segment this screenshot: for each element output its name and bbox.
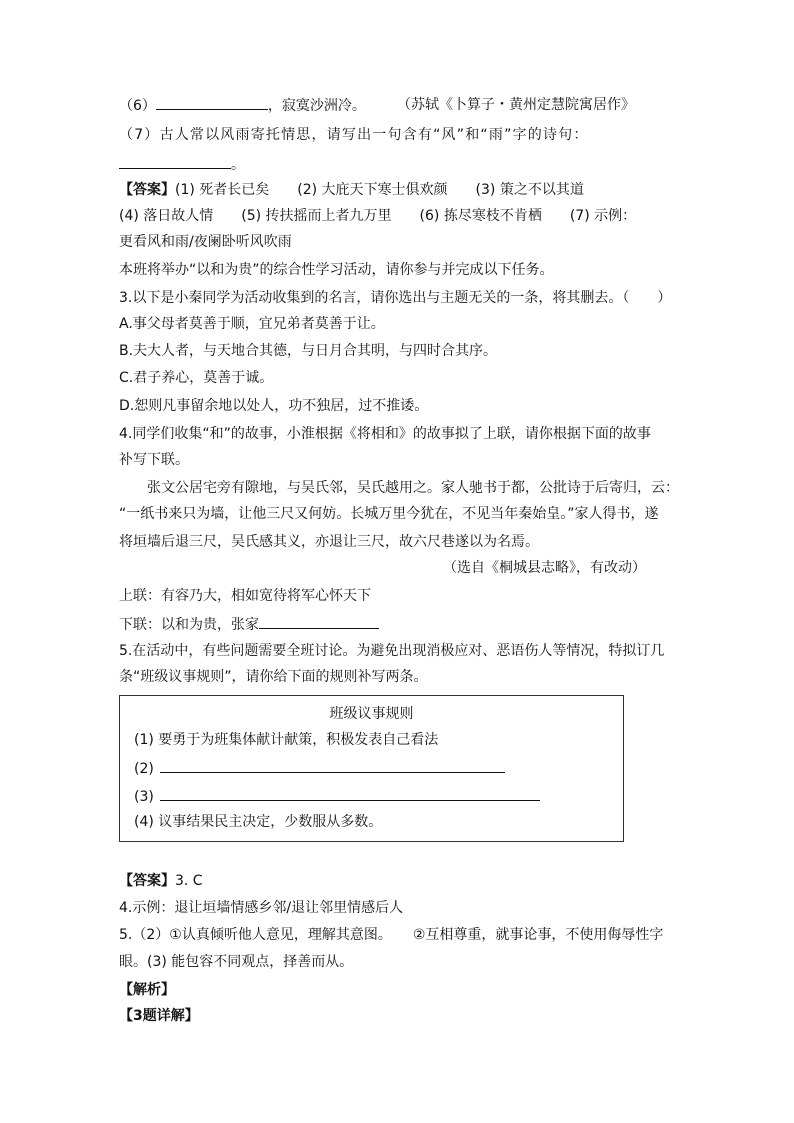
answer-1-line3: 更看风和雨/夜阑卧听风吹雨 (119, 234, 292, 250)
answer-blank (160, 786, 540, 801)
rule-4: (4) 议事结果民主决定，少数服从多数。 (134, 814, 383, 830)
question-7-blank-line: 。 (119, 154, 245, 175)
rule-3: (3) (134, 786, 540, 807)
story-line-3: 将垣墙后退三尺，吴氏感其义，亦退让三尺，故六尺巷遂以为名焉。 (119, 534, 539, 550)
answer-2-q4: 4.示例：退让垣墙情感乡邻/退让邻里情感后人 (119, 900, 404, 916)
question-5-stem-2: 条“班级议事规则”，请你给下面的规则补写两条。 (119, 669, 428, 685)
answer-blank (160, 758, 505, 773)
upper-couplet: 上联：有容乃大，相如宽待将军心怀天下 (119, 588, 371, 604)
question-6: （6） ，寂寞沙洲冷。 (119, 95, 366, 116)
question-7: （7）古人常以风雨寄托情思，请写出一句含有“风”和“雨”字的诗句： (119, 127, 589, 143)
story-line-2: “一纸书来只为墙，让他三尺又何妨。长城万里今犹在，不见当年秦始皇。”家人得书，遂 (119, 506, 659, 522)
option-d: D.恕则凡事留余地以处人，功不独居，过不推诿。 (119, 398, 429, 414)
rule-1: (1) 要勇于为班集体献计献策，积极发表自己看法 (134, 732, 439, 748)
rule-2: (2) (134, 758, 505, 779)
activity-intro: 本班将举办“以和为贵”的综合性学习活动，请你参与并完成以下任务。 (119, 262, 554, 278)
story-line-1: 张文公居宅旁有隙地，与吴氏邻，吴氏越用之。家人驰书于都，公批诗于后寄归，云： (147, 480, 679, 496)
answer-2-q5-2: 眼。(3) 能包容不同观点，择善而从。 (119, 954, 354, 970)
answer-blank (119, 154, 231, 169)
detail-3-heading: 【3题详解】 (119, 1008, 199, 1024)
question-3-stem: 3.以下是小秦同学为活动收集到的名言，请你选出与主题无关的一条，将其删去。（ ） (119, 290, 672, 306)
answer-2-q5-1: 5.（2）①认真倾听他人意见，理解其意图。 ②互相尊重，就事论事，不使用侮辱性字 (119, 927, 664, 943)
option-c: C.君子养心，莫善于诚。 (119, 370, 274, 386)
rules-box-title: 班级议事规则 (329, 706, 414, 722)
option-a: A.事父母者莫善于顺，宜兄弟者莫善于让。 (119, 316, 385, 332)
rules-box (119, 695, 624, 842)
q6-source: （苏轼《卜算子・黄州定慧院寓居作》 (397, 97, 635, 113)
answer-1-line2: (4) 落日故人情 (5) 抟扶摇而上者九万里 (6) 拣尽寒枝不肯栖 (7) 示例： (119, 208, 637, 224)
lower-couplet: 下联：以和为贵，张家 (119, 614, 379, 635)
question-4-stem-1: 4.同学们收集“和”的故事，小淮根据《将相和》的故事拟了上联，请你根据下面的故事 (119, 426, 651, 442)
answer-blank (156, 95, 268, 110)
option-b: B.夫大人者，与天地合其德，与日月合其明，与四时合其序。 (119, 343, 498, 359)
answer-2-line1: 【答案】3. C (119, 873, 203, 889)
analysis-heading: 【解析】 (119, 982, 175, 998)
answer-1-line1: 【答案】(1) 死者长已矣 (2) 大庇天下寒士俱欢颜 (3) 策之不以其道 (119, 182, 584, 198)
question-4-stem-2: 补写下联。 (119, 452, 189, 468)
question-5-stem-1: 5.在活动中，有些问题需要全班讨论。为避免出现消极应对、恶语伤人等情况，特拟订几 (119, 643, 665, 659)
story-source: （选自《桐城县志略》，有改动） (443, 560, 646, 576)
answer-blank (259, 614, 379, 629)
